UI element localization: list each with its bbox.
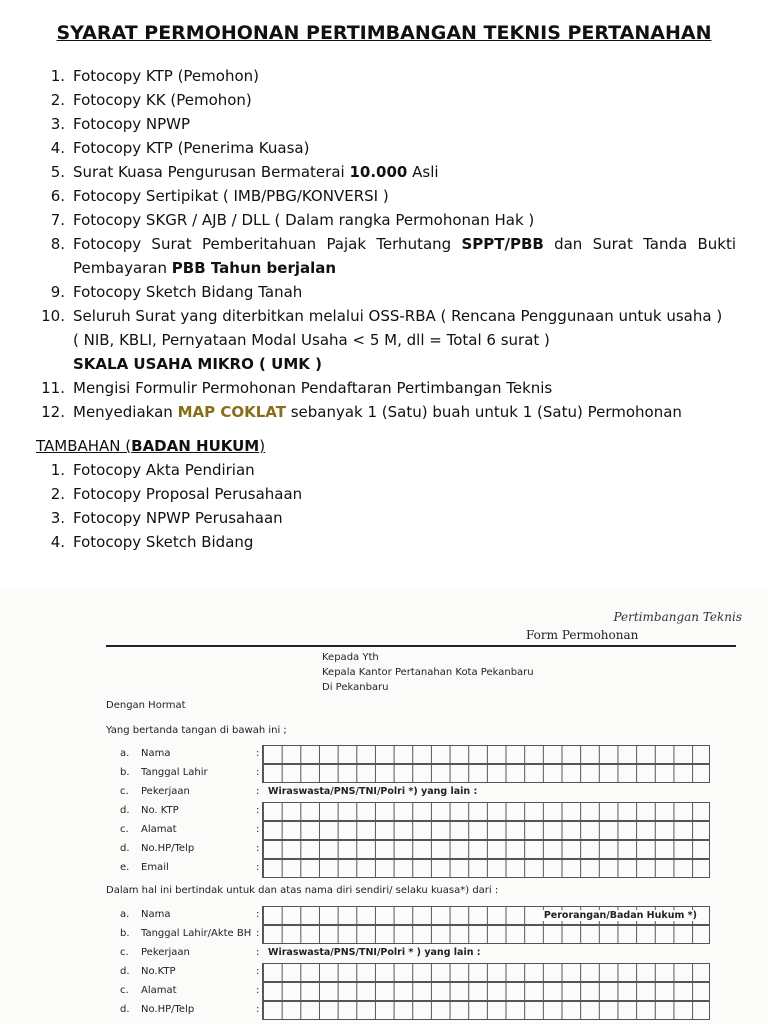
address-line: Kepada Yth [322, 652, 379, 663]
row-letter: c. [120, 985, 129, 996]
item-number: 3. [50, 509, 65, 527]
list-item [36, 530, 736, 554]
address-line: Kepala Kantor Pertanahan Kota Pekanbaru [322, 667, 534, 678]
item-text-part: Surat Kuasa Pengurusan Bermaterai [73, 163, 350, 181]
item-number: 2. [50, 91, 65, 109]
list-item [36, 400, 736, 424]
name-input-boxes[interactable] [262, 745, 710, 764]
item-text: Fotocopy KK (Pemohon) [73, 91, 252, 109]
row-label: Tanggal Lahir [141, 767, 208, 778]
list-item [36, 64, 736, 88]
row-colon: : [256, 909, 260, 920]
item-text [73, 304, 736, 376]
address-input-boxes[interactable] [262, 982, 710, 1001]
row-label: Tanggal Lahir/Akte BH [141, 928, 252, 939]
item-text-highlight: MAP COKLAT [177, 403, 286, 421]
item-text [73, 160, 736, 184]
item-number: 10. [41, 307, 65, 325]
additional-heading [36, 434, 265, 458]
item-text: Mengisi Formulir Permohonan Pendaftaran Pertimbangan Teknis [73, 379, 553, 397]
item-text-part: Asli [407, 163, 439, 181]
item-text: Fotocopy KTP (Pemohon) [73, 67, 259, 85]
item-text: Fotocopy NPWP Perusahaan [73, 509, 283, 527]
list-item [36, 482, 736, 506]
form-title: Form Permohonan [526, 628, 639, 642]
row-label: Pekerjaan [141, 786, 190, 797]
row-colon: : [256, 862, 260, 873]
greeting: Dengan Hormat [106, 700, 186, 711]
entity-type-options: Perorangan/Badan Hukum *) [540, 910, 701, 921]
row-label: Email [141, 862, 169, 873]
row-letter: a. [120, 748, 130, 759]
item-number: 7. [50, 211, 65, 229]
row-letter: d. [120, 966, 130, 977]
row-label: No.HP/Telp [141, 843, 195, 854]
ktp-input-boxes[interactable] [262, 963, 710, 982]
address-block [322, 650, 534, 695]
row-label: Nama [141, 909, 171, 920]
handwritten-note: Pertimbangan Teknis [613, 610, 742, 624]
row-letter: e. [120, 862, 130, 873]
item-number: 6. [50, 187, 65, 205]
row-colon: : [256, 928, 260, 939]
item-text [73, 400, 736, 424]
address-input-boxes[interactable] [262, 821, 710, 840]
page-title: SYARAT PERMOHONAN PERTIMBANGAN TEKNIS PERTANAHAN [56, 22, 712, 44]
item-number: 11. [41, 379, 65, 397]
ktp-input-boxes[interactable] [262, 802, 710, 821]
item-number: 12. [41, 403, 65, 421]
list-item [36, 208, 736, 232]
divider [106, 645, 736, 647]
list-item [36, 304, 736, 376]
item-number: 1. [50, 67, 65, 85]
row-label: Nama [141, 748, 171, 759]
row-label: No.HP/Telp [141, 1004, 195, 1015]
row-letter: a. [120, 909, 130, 920]
email-input-boxes[interactable] [262, 859, 710, 878]
item-text: Fotocopy Proposal Perusahaan [73, 485, 303, 503]
birthdate-input-boxes[interactable] [262, 925, 710, 944]
row-colon: : [256, 966, 260, 977]
row-label: Alamat [141, 985, 177, 996]
item-text-bold: SKALA USAHA MIKRO ( UMK ) [73, 355, 322, 373]
phone-input-boxes[interactable] [262, 840, 710, 859]
row-label: Pekerjaan [141, 947, 190, 958]
item-text-bold: SPPT/PBB [461, 235, 544, 253]
list-item [36, 232, 736, 280]
item-number: 8. [50, 235, 65, 253]
row-colon: : [256, 985, 260, 996]
list-item [36, 136, 736, 160]
intro-text: Dalam hal ini bertindak untuk dan atas nama diri sendiri/ selaku kuasa*) dari : [106, 885, 499, 896]
row-colon: : [256, 824, 260, 835]
row-colon: : [256, 1004, 260, 1015]
list-item [36, 184, 736, 208]
row-letter: d. [120, 805, 130, 816]
list-item [36, 88, 736, 112]
heading-bold: BADAN HUKUM [131, 437, 260, 455]
scanned-form [0, 588, 768, 1024]
row-colon: : [256, 767, 260, 778]
item-number: 5. [50, 163, 65, 181]
item-number: 1. [50, 461, 65, 479]
list-item [36, 160, 736, 184]
row-label: No. KTP [141, 805, 179, 816]
row-colon: : [256, 805, 260, 816]
list-item [36, 376, 736, 400]
item-text: Fotocopy Sertipikat ( IMB/PBG/KONVERSI ) [73, 187, 389, 205]
intro-text: Yang bertanda tangan di bawah ini ; [106, 725, 287, 736]
item-number: 3. [50, 115, 65, 133]
row-colon: : [256, 748, 260, 759]
occupation-options: Wiraswasta/PNS/TNI/Polri *) yang lain : [268, 786, 478, 797]
row-colon: : [256, 947, 260, 958]
item-text-bold: PBB Tahun berjalan [171, 259, 337, 277]
item-text: Fotocopy NPWP [73, 115, 191, 133]
name-input-boxes[interactable] [262, 906, 710, 925]
item-text: Fotocopy SKGR / AJB / DLL ( Dalam rangka Permohonan Hak ) [73, 211, 535, 229]
list-item [36, 506, 736, 530]
row-letter: c. [120, 947, 129, 958]
row-colon: : [256, 843, 260, 854]
item-text-line: Seluruh Surat yang diterbitkan melalui OSS-RBA ( Rencana Penggunaan untuk usaha ) [73, 307, 723, 325]
row-letter: c. [120, 786, 129, 797]
item-text-bold: 10.000 [349, 163, 408, 181]
address-line: Di Pekanbaru [322, 682, 389, 693]
item-text-part: dan Surat Tanda Bukti Pembayaran [73, 235, 737, 277]
row-colon: : [256, 786, 260, 797]
item-text: Fotocopy KTP (Penerima Kuasa) [73, 139, 310, 157]
item-number: 9. [50, 283, 65, 301]
heading-part: TAMBAHAN ( [36, 437, 132, 455]
item-text-line: ( NIB, KBLI, Pernyataan Modal Usaha < 5 M, dll = Total 6 surat ) [73, 331, 550, 349]
item-number: 4. [50, 139, 65, 157]
item-number: 4. [50, 533, 65, 551]
row-label: Alamat [141, 824, 177, 835]
row-letter: c. [120, 824, 129, 835]
birthdate-input-boxes[interactable] [262, 764, 710, 783]
row-letter: b. [120, 928, 130, 939]
list-item [36, 458, 736, 482]
additional-list [36, 458, 736, 554]
row-label: No.KTP [141, 966, 176, 977]
item-text-part: Fotocopy Surat Pemberitahuan Pajak Terhutang [73, 235, 462, 253]
occupation-options: Wiraswasta/PNS/TNI/Polri * ) yang lain : [268, 947, 481, 958]
item-number: 2. [50, 485, 65, 503]
heading-part: ) [259, 437, 266, 455]
item-text: Fotocopy Sketch Bidang [73, 533, 254, 551]
item-text-part: sebanyak 1 (Satu) buah untuk 1 (Satu) Permohonan [285, 403, 682, 421]
list-item [36, 280, 736, 304]
row-letter: d. [120, 843, 130, 854]
list-item [36, 112, 736, 136]
row-letter: b. [120, 767, 130, 778]
item-text [73, 232, 736, 280]
requirements-list [36, 64, 736, 424]
row-letter: d. [120, 1004, 130, 1015]
item-text: Fotocopy Sketch Bidang Tanah [73, 283, 303, 301]
item-text: Fotocopy Akta Pendirian [73, 461, 255, 479]
item-text-part: Menyediakan [73, 403, 178, 421]
phone-input-boxes[interactable] [262, 1001, 710, 1020]
